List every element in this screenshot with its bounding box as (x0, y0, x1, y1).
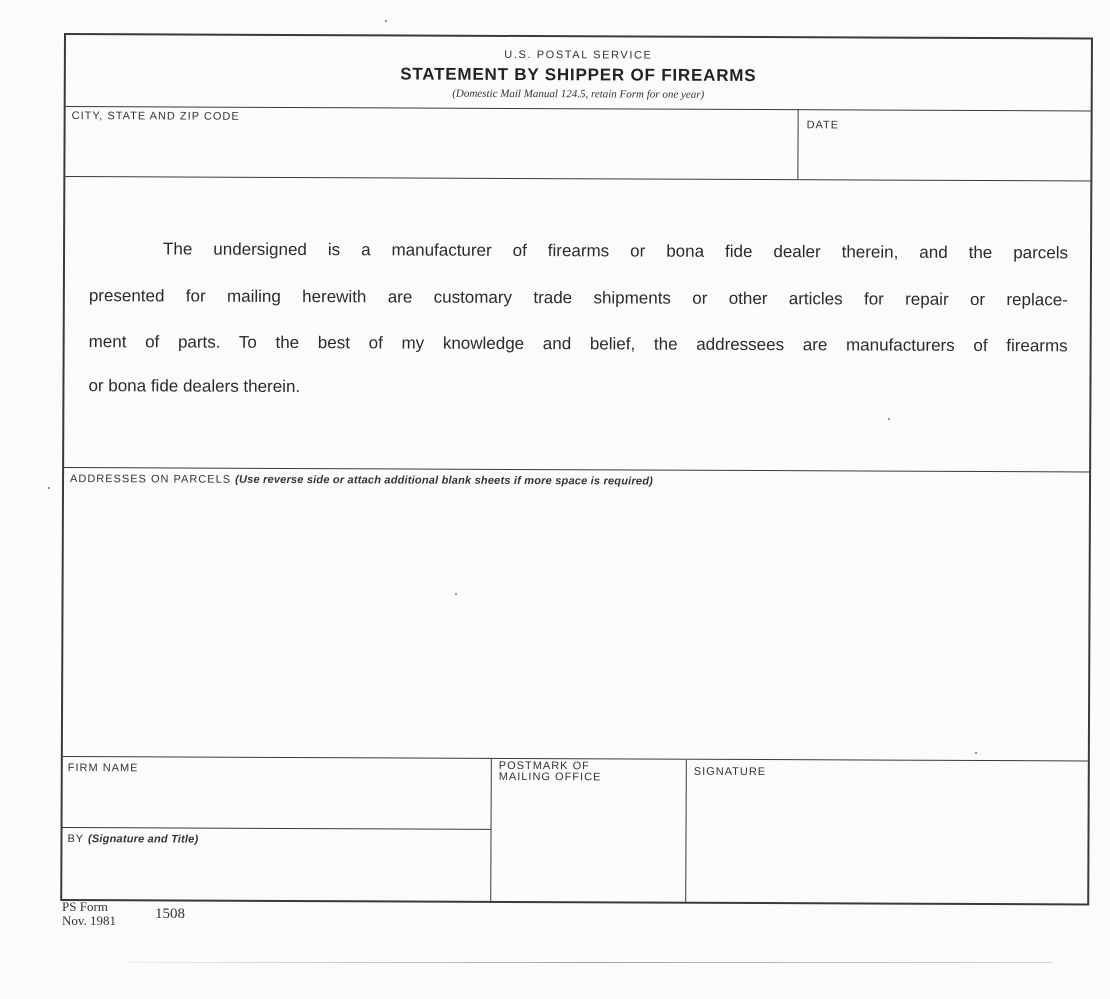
scan-speck (48, 487, 50, 489)
statement-paragraph (64, 177, 1090, 472)
scan-speck (385, 20, 387, 22)
by-note: (Signature and Title) (88, 833, 199, 846)
date-field[interactable] (798, 109, 1090, 180)
ps-form-label: PS Form (62, 899, 108, 914)
form-edition-date: Nov. 1981 (62, 913, 117, 928)
form-header (66, 35, 1091, 111)
city-state-zip-field[interactable] (65, 106, 798, 179)
statement-line-2: presented for mailing herewith are customary trade shipments or other articles for repair or replace- (88, 286, 1068, 310)
scan-speck (975, 752, 977, 754)
date-label: DATE (806, 119, 840, 132)
signature-field[interactable] (686, 760, 1088, 904)
postmark-label-line2: MAILING OFFICE (498, 770, 602, 784)
form-footer (62, 900, 116, 928)
signature-section (62, 757, 1088, 903)
addresses-label-text: ADDRESSES ON PARCELS (70, 473, 232, 486)
by-label-text: BY (67, 833, 84, 846)
form-title: STATEMENT BY SHIPPER OF FIREARMS (400, 64, 757, 86)
city-date-row (65, 106, 1090, 181)
statement-line-4: or bona fide dealers therein. (88, 376, 301, 397)
scan-speck (888, 418, 890, 420)
firearms-statement-form (60, 33, 1093, 905)
postmark-label (499, 761, 602, 783)
postmark-label-line1: POSTMARK OF (498, 759, 590, 773)
form-number: 1508 (155, 906, 185, 922)
agency-name: U.S. POSTAL SERVICE (504, 48, 653, 62)
statement-line-1: The undersigned is a manufacturer of firearms or bona fide dealer therein, and the parcels (163, 239, 1069, 263)
scan-artifact-line (128, 962, 1052, 963)
firm-name-field[interactable] (63, 757, 492, 830)
addresses-on-parcels-field[interactable] (63, 468, 1089, 761)
postmark-field[interactable] (491, 759, 687, 902)
addresses-note: (Use reverse side or attach additional blank sheets if more space is required) (235, 473, 654, 488)
firm-name-label: FIRM NAME (67, 762, 139, 775)
statement-line-3: ment of parts. To the best of my knowledge and belief, the addressees are manufacturers of firearms (88, 332, 1068, 356)
form-subtitle: (Domestic Mail Manual 124.5, retain Form for one year) (452, 87, 705, 101)
by-label (67, 833, 198, 846)
signature-label: SIGNATURE (693, 765, 767, 779)
city-state-zip-label: CITY, STATE AND ZIP CODE (71, 110, 240, 123)
scan-speck (455, 593, 457, 595)
by-signature-title-field[interactable] (62, 828, 491, 901)
addresses-label (70, 473, 653, 488)
